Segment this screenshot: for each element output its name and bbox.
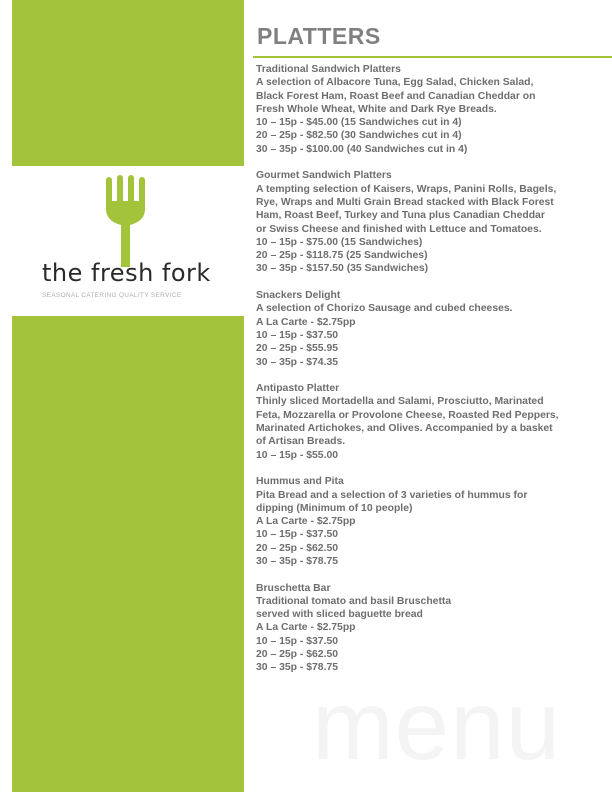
section-text: A selection of Albacore Tuna, Egg Salad, Chicken Salad, bbox=[256, 77, 534, 89]
section-heading: Bruschetta Bar bbox=[256, 582, 331, 594]
menu-section bbox=[256, 382, 596, 462]
section-text: 20 – 25p - $62.50 bbox=[256, 649, 339, 661]
section-text: 20 – 25p - $62.50 bbox=[256, 542, 339, 554]
section-text: A selection of Chorizo Sausage and cubed cheeses. bbox=[256, 303, 513, 315]
section-text: or Swiss Cheese and finished with Lettuce and Tomatoes. bbox=[256, 223, 542, 235]
section-text: A La Carte - $2.75pp bbox=[256, 516, 356, 528]
section-text: 30 – 35p - $100.00 (40 Sandwiches cut in 4) bbox=[256, 143, 468, 155]
fork-icon bbox=[100, 175, 150, 267]
section-heading: Antipasto Platter bbox=[256, 383, 340, 395]
section-text: 10 – 15p - $37.50 bbox=[256, 529, 339, 541]
section-text: Rye, Wraps and Multi Grain Bread stacked with Black Forest bbox=[256, 196, 554, 208]
section-text: 20 – 25p - $118.75 (25 Sandwiches) bbox=[256, 250, 428, 262]
section-text: Marinated Artichokes, and Olives. Accompanied by a basket bbox=[256, 423, 553, 435]
section-text: 10 – 15p - $45.00 (15 Sandwiches cut in 4) bbox=[256, 117, 462, 129]
accent-band-top bbox=[12, 0, 244, 166]
section-text: of Artisan Breads. bbox=[256, 436, 346, 448]
section-text: A La Carte - $2.75pp bbox=[256, 622, 356, 634]
accent-band-bottom bbox=[12, 316, 244, 792]
section-heading: Traditional Sandwich Platters bbox=[256, 64, 401, 75]
logo bbox=[30, 175, 220, 305]
menu-section bbox=[256, 169, 596, 275]
section-text: Pita Bread and a selection of 3 varieties of hummus for bbox=[256, 489, 528, 501]
logo-wordmark: the fresh fork bbox=[42, 259, 211, 287]
section-text: Fresh Whole Wheat, White and Dark Rye Breads. bbox=[256, 103, 497, 115]
section-text: 30 – 35p - $78.75 bbox=[256, 555, 339, 567]
section-text: 30 – 35p - $74.35 bbox=[256, 356, 339, 368]
logo-tagline: SEASONAL CATERING QUALITY SERVICE bbox=[42, 292, 182, 299]
section-text: A tempting selection of Kaisers, Wraps, Panini Rolls, Bagels, bbox=[256, 183, 557, 195]
section-text: 20 – 25p - $55.95 bbox=[256, 343, 339, 355]
menu-watermark: menu bbox=[312, 670, 562, 780]
menu-section bbox=[256, 475, 596, 568]
title-divider bbox=[253, 56, 612, 58]
section-text: 20 – 25p - $82.50 (30 Sandwiches cut in 4) bbox=[256, 130, 462, 142]
section-text: Feta, Mozzarella or Provolone Cheese, Roasted Red Peppers, bbox=[256, 409, 559, 421]
section-text: 10 – 15p - $37.50 bbox=[256, 329, 339, 341]
section-text: Traditional tomato and basil Bruschetta bbox=[256, 595, 452, 607]
section-text: dipping (Minimum of 10 people) bbox=[256, 502, 413, 514]
section-heading: Gourmet Sandwich Platters bbox=[256, 170, 392, 182]
menu-section bbox=[256, 63, 596, 156]
section-text: served with sliced baguette bread bbox=[256, 609, 423, 621]
section-text: Ham, Roast Beef, Turkey and Tuna plus Canadian Cheddar bbox=[256, 210, 545, 222]
section-text: A La Carte - $2.75pp bbox=[256, 316, 356, 328]
section-heading: Snackers Delight bbox=[256, 290, 341, 302]
section-text: 10 – 15p - $55.00 bbox=[256, 449, 339, 461]
section-text: 10 – 15p - $37.50 bbox=[256, 635, 339, 647]
fork-shape bbox=[106, 175, 145, 267]
section-text: 30 – 35p - $157.50 (35 Sandwiches) bbox=[256, 263, 429, 275]
section-text: 30 – 35p - $78.75 bbox=[256, 662, 339, 674]
menu-content bbox=[256, 63, 596, 688]
menu-section bbox=[256, 582, 596, 675]
section-text: Thinly sliced Mortadella and Salami, Prosciutto, Marinated bbox=[256, 396, 544, 408]
section-heading: Hummus and Pita bbox=[256, 476, 344, 488]
section-text: Black Forest Ham, Roast Beef and Canadian Cheddar on bbox=[256, 90, 536, 102]
menu-section bbox=[256, 289, 596, 369]
section-text: 10 – 15p - $75.00 (15 Sandwiches) bbox=[256, 236, 423, 248]
page-title: PLATTERS bbox=[257, 23, 381, 49]
